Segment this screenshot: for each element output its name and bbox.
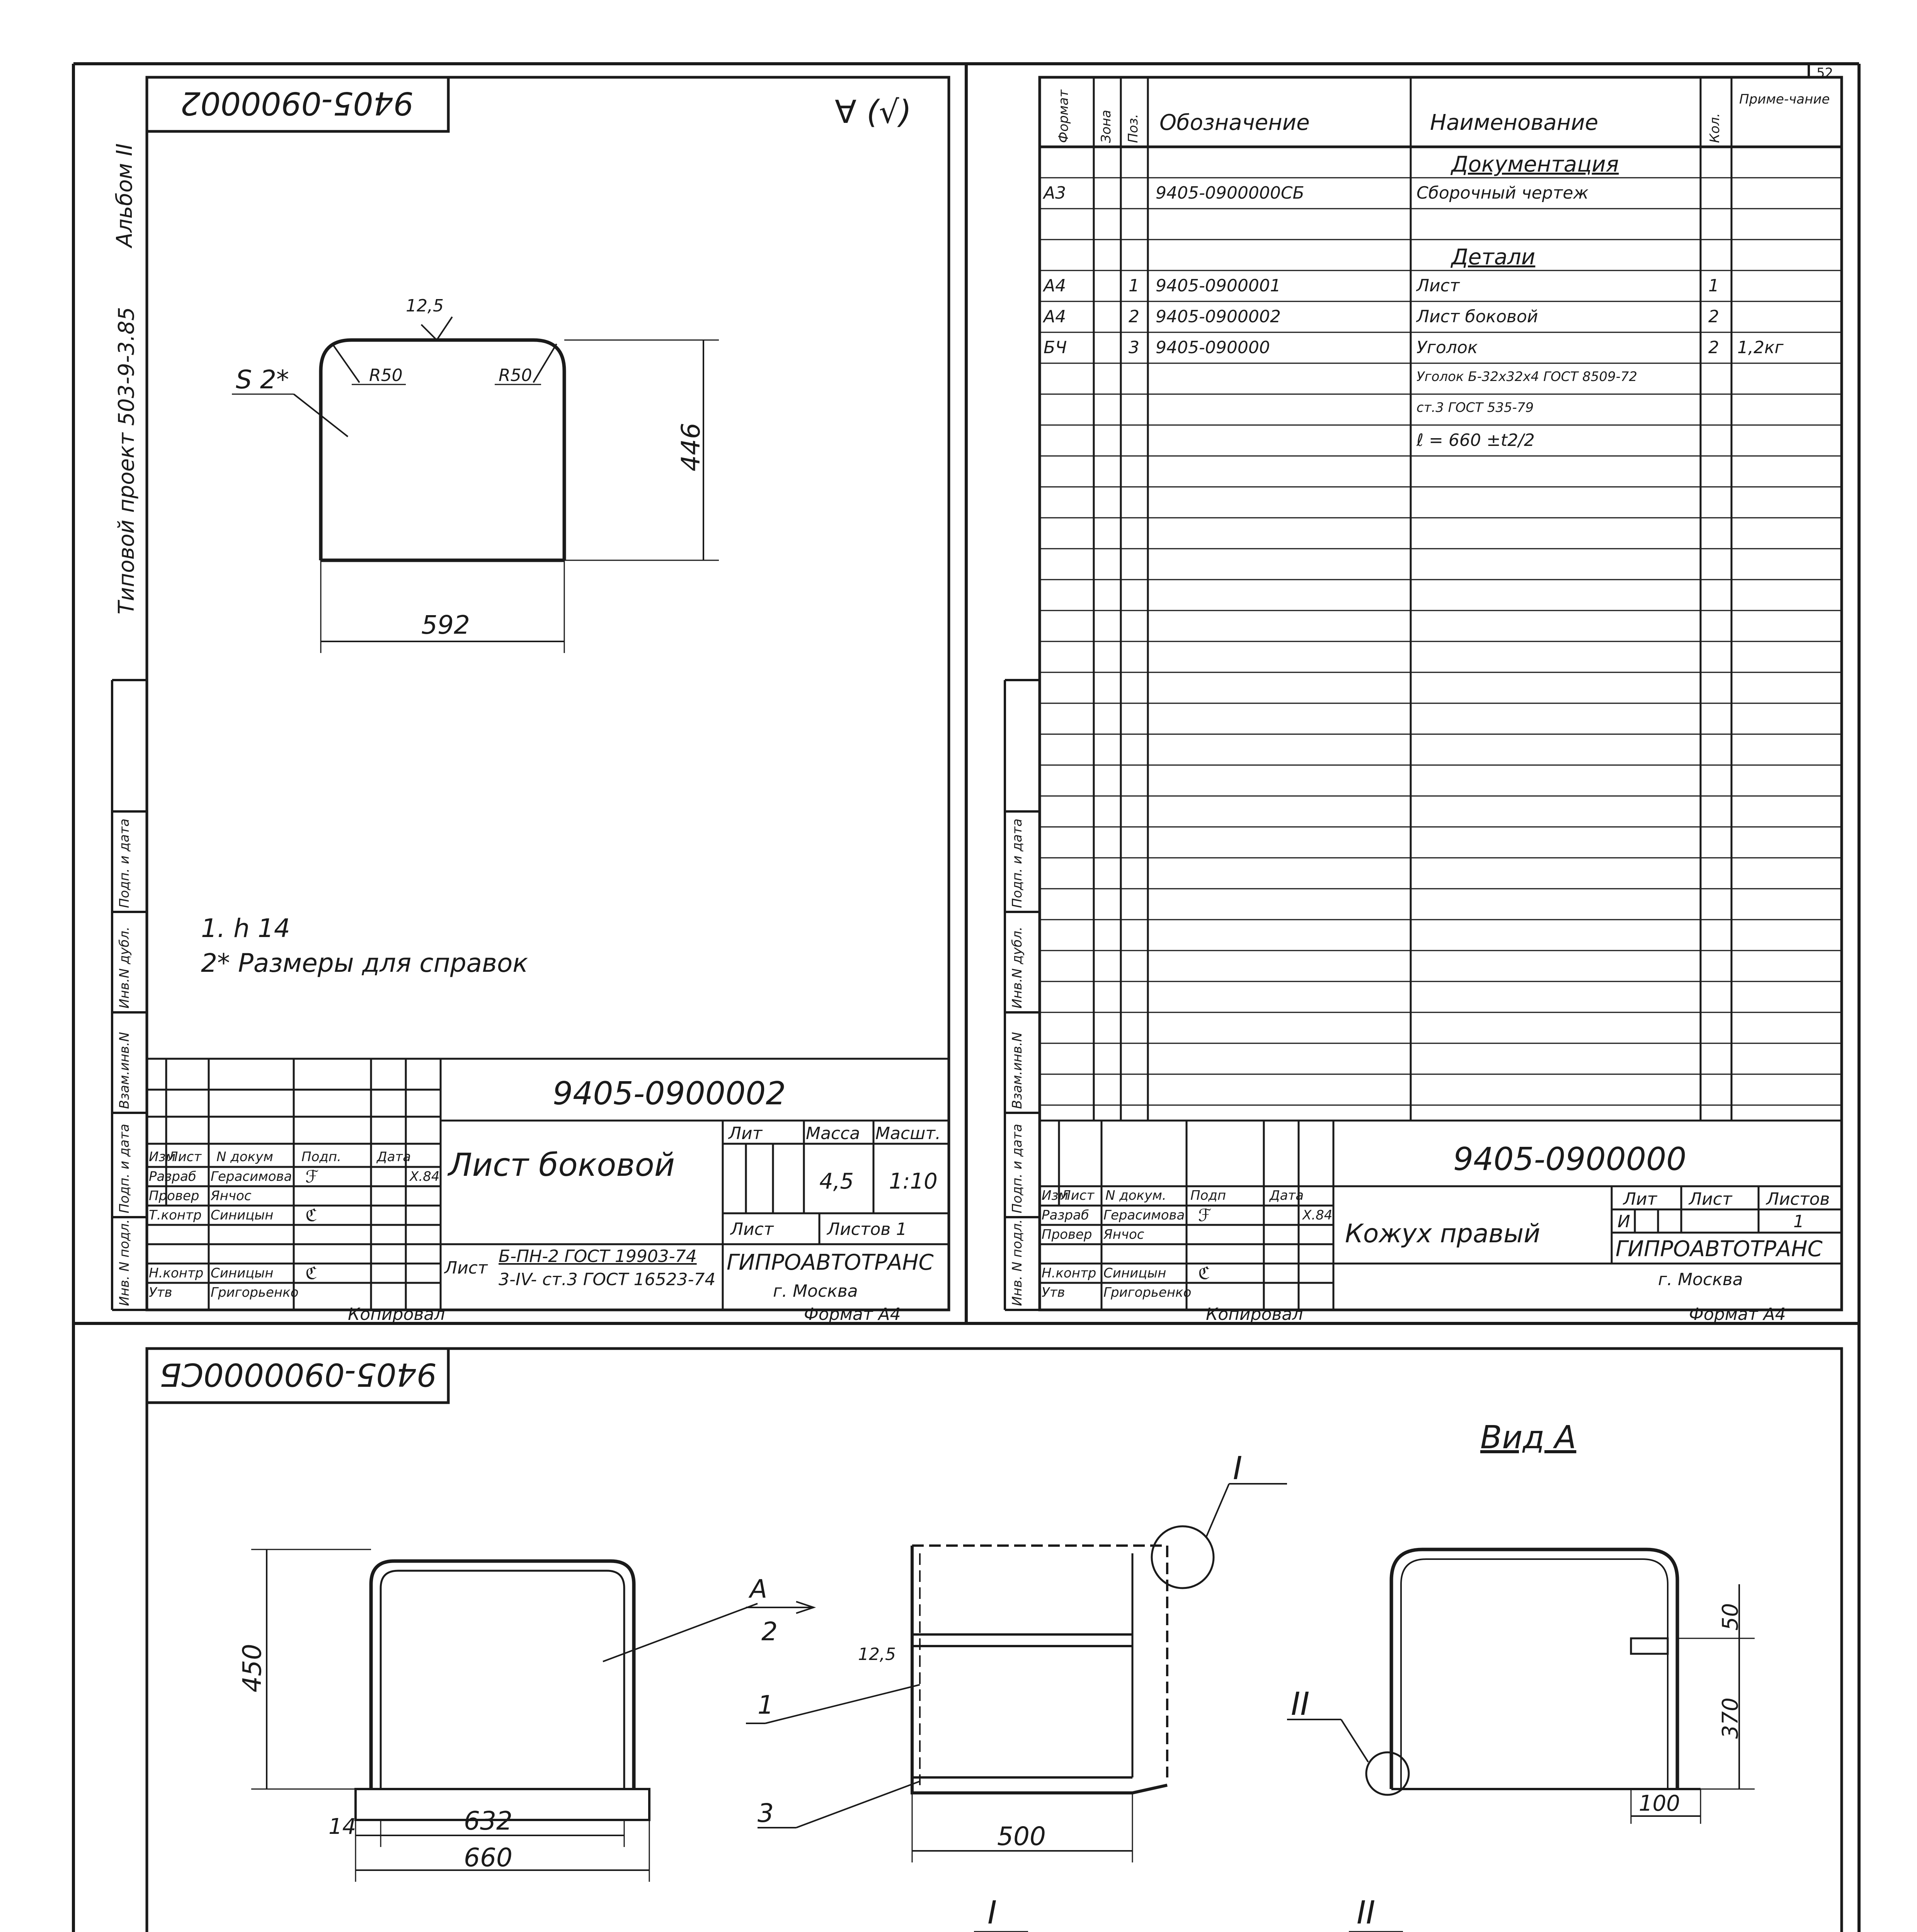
top-left-side-sign2: Подп. и дата: [117, 818, 132, 908]
label-s2: S 2*: [236, 365, 289, 395]
signature-icon: ℭ: [305, 1264, 317, 1283]
spec-hdr-izm: Изм: [1042, 1188, 1069, 1203]
spec-hdr-sign: Подп: [1190, 1188, 1226, 1203]
signature-icon: ℱ: [1198, 1206, 1212, 1225]
top-left-roughness: 12,5: [406, 296, 444, 316]
spec-side-inv: Инв. N подл.: [1010, 1219, 1025, 1306]
spec-cell-format: А3: [1044, 183, 1066, 203]
detail-ii-title: II: [1357, 1895, 1376, 1931]
spec-header-qty: Кол.: [1707, 113, 1723, 143]
spec-cell-designation: 9405-0900000СБ: [1156, 183, 1304, 203]
spec-cell-designation: 9405-0900002: [1156, 307, 1281, 327]
dim-592: 592: [421, 610, 470, 640]
top-left-person-approve: Григорьенко: [211, 1285, 299, 1300]
top-left-scale: 1:10: [889, 1169, 938, 1194]
top-left-copied: Копировал: [348, 1304, 445, 1324]
top-left-role-approve: Утв: [149, 1285, 172, 1300]
spec-person-check: Янчос: [1103, 1227, 1144, 1242]
spec-org: ГИПРОАВТОТРАНС: [1616, 1236, 1823, 1262]
spec-sheet-label: Лист: [1689, 1189, 1732, 1209]
spec-person-ncontrol: Синицын: [1103, 1265, 1166, 1281]
top-left-role-dev: Разраб: [149, 1169, 196, 1184]
top-left-note-1: 1. h 14: [201, 913, 290, 943]
spec-cell-designation: 9405-0900001: [1156, 276, 1281, 296]
top-left-note-2: 2* Размеры для справок: [201, 948, 528, 978]
spec-city: г. Москва: [1658, 1270, 1743, 1289]
spec-cell-qty: 2: [1708, 307, 1719, 327]
spec-cell-format: А4: [1044, 276, 1066, 296]
view-a-title: Вид А: [1480, 1419, 1577, 1456]
signature-icon: ℱ: [305, 1167, 319, 1187]
spec-cell-qty: 2: [1708, 338, 1719, 357]
dim-660: 660: [464, 1843, 512, 1872]
top-left-roughness-mark: ∀ (√): [835, 94, 912, 131]
top-left-side-sign: Подп. и дата: [117, 1124, 132, 1213]
bottom-roughness: 12,5: [858, 1645, 896, 1664]
pos-3: 3: [758, 1798, 774, 1828]
callout-ii: II: [1291, 1686, 1310, 1723]
spec-hdr-list: Лист: [1061, 1188, 1095, 1203]
dim-446: 446: [676, 423, 706, 471]
spec-date: Х.84: [1302, 1208, 1333, 1223]
top-left-format: Формат А4: [804, 1304, 901, 1324]
top-left-org: ГИПРОАВТОТРАНС: [727, 1250, 934, 1275]
album-label: Альбом II: [112, 143, 137, 247]
top-left-person-check: Янчос: [211, 1188, 252, 1204]
top-left-person-dev: Герасимова: [211, 1169, 292, 1184]
spec-cell-designation: 9405-090000: [1156, 338, 1270, 357]
bottom-stamp-code: 9405-0900000СБ: [160, 1356, 437, 1393]
top-left-scale-label: Масшт.: [875, 1124, 941, 1143]
spec-copied: Копировал: [1206, 1304, 1303, 1324]
radius-left: R50: [369, 366, 403, 385]
spec-cell-name: ℓ = 660 ±t2/2: [1416, 430, 1535, 450]
spec-designation: 9405-0900000: [1453, 1141, 1687, 1178]
spec-cell-pos: 2: [1129, 307, 1139, 327]
top-left-role-check: Провер: [149, 1188, 199, 1204]
radius-right: R50: [499, 366, 532, 385]
top-left-part-name: Лист боковой: [448, 1147, 675, 1184]
top-left-mass-label: Масса: [806, 1124, 860, 1143]
top-left-hdr-izm: Изм: [149, 1149, 176, 1165]
top-left-mass: 4,5: [819, 1169, 854, 1194]
arrow-a-label: А: [750, 1574, 768, 1604]
top-left-material-line2: 3-IV- ст.3 ГОСТ 16523-74: [499, 1270, 716, 1289]
top-left-hdr-sign: Подп.: [301, 1149, 341, 1165]
dim-14: 14: [329, 1814, 356, 1839]
top-left-stamp-code: 9405-0900002: [180, 85, 414, 121]
top-left-role-ncontrol: Н.контр: [149, 1265, 204, 1281]
spec-cell-qty: 1: [1708, 276, 1719, 296]
spec-hdr-doc: N докум.: [1105, 1188, 1166, 1203]
spec-format: Формат А4: [1689, 1304, 1786, 1324]
top-left-role-tcontrol: Т.контр: [149, 1208, 202, 1223]
pos-2: 2: [761, 1617, 778, 1646]
spec-hdr-date: Дата: [1270, 1188, 1304, 1203]
signature-icon: ℭ: [305, 1206, 317, 1225]
page-number: 52: [1817, 65, 1834, 81]
callout-i: I: [1233, 1450, 1243, 1487]
spec-side-sign: Подп. и дата: [1010, 1124, 1025, 1213]
spec-cell-name: Документация: [1451, 152, 1619, 177]
pos-1: 1: [758, 1690, 774, 1720]
top-left-designation: 9405-0900002: [553, 1075, 786, 1112]
spec-header-designation: Обозначение: [1159, 110, 1310, 135]
top-left-lit-label: Лит: [729, 1124, 763, 1143]
spec-cell-pos: 3: [1129, 338, 1139, 357]
top-left-person-ncontrol: Синицын: [211, 1265, 274, 1281]
spec-role-dev: Разраб: [1042, 1208, 1089, 1223]
top-left-side-inv: Инв. N подл.: [117, 1219, 132, 1306]
top-left-hdr-doc: N докум: [216, 1149, 273, 1165]
spec-header-zone: Зона: [1098, 110, 1114, 143]
top-left-material-prefix: Лист: [444, 1258, 488, 1278]
spec-role-ncontrol: Н.контр: [1042, 1265, 1096, 1281]
spec-cell-format: А4: [1044, 307, 1066, 327]
project-label: Типовой проект 503-9-3.85: [114, 307, 139, 614]
spec-cell-format: БЧ: [1044, 338, 1067, 357]
spec-lit-label: Лит: [1623, 1189, 1657, 1209]
top-left-side-replace: Взам.инв.N: [117, 1032, 132, 1109]
spec-role-check: Провер: [1042, 1227, 1092, 1242]
spec-cell-name: Уголок Б-32х32х4 ГОСТ 8509-72: [1416, 369, 1638, 384]
spec-header-format: Формат: [1056, 90, 1071, 143]
spec-sheets-label: Листов: [1766, 1189, 1830, 1209]
dim-370: 370: [1718, 1697, 1743, 1739]
spec-cell-name: ст.3 ГОСТ 535-79: [1416, 400, 1534, 415]
spec-cell-name: Лист боковой: [1416, 307, 1538, 327]
spec-header-name: Наименование: [1430, 110, 1599, 135]
spec-cell-note: 1,2кг: [1737, 338, 1784, 357]
dim-100: 100: [1639, 1791, 1680, 1816]
spec-person-dev: Герасимова: [1103, 1208, 1185, 1223]
top-left-sheets-label: Листов 1: [827, 1219, 907, 1239]
spec-role-approve: Утв: [1042, 1285, 1065, 1300]
top-left-hdr-date: Дата: [377, 1149, 411, 1165]
signature-icon: ℭ: [1198, 1264, 1210, 1283]
spec-cell-name: Детали: [1451, 245, 1536, 270]
spec-side-replace: Взам.инв.N: [1010, 1032, 1025, 1109]
spec-cell-pos: 1: [1129, 276, 1139, 296]
top-left-date: Х.84: [410, 1169, 440, 1184]
top-left-city: г. Москва: [773, 1281, 858, 1301]
dim-50: 50: [1718, 1603, 1743, 1631]
spec-header-pos: Поз.: [1125, 114, 1141, 143]
detail-i-title: I: [987, 1895, 997, 1931]
top-left-side-dup: Инв.N дубл.: [117, 927, 132, 1009]
spec-side-sign2: Подп. и дата: [1010, 818, 1025, 908]
spec-name: Кожух правый: [1345, 1219, 1541, 1248]
spec-cell-name: Уголок: [1416, 338, 1478, 357]
spec-lit: И: [1617, 1212, 1630, 1231]
spec-sheets: 1: [1793, 1212, 1804, 1231]
spec-side-dup: Инв.N дубл.: [1010, 927, 1025, 1009]
top-left-person-tcontrol: Синицын: [211, 1208, 274, 1223]
dim-500: 500: [997, 1821, 1046, 1851]
spec-cell-name: Сборочный чертеж: [1416, 183, 1589, 203]
top-left-material-line1: Б-ПН-2 ГОСТ 19903-74: [499, 1247, 697, 1266]
dim-450: 450: [237, 1644, 267, 1692]
top-left-hdr-list: Лист: [168, 1149, 202, 1165]
spec-header-note: Приме-чание: [1739, 92, 1830, 107]
dim-632: 632: [464, 1806, 512, 1836]
spec-cell-name: Лист: [1416, 276, 1460, 296]
spec-person-approve: Григорьенко: [1103, 1285, 1192, 1300]
top-left-sheet-label: Лист: [730, 1219, 774, 1239]
